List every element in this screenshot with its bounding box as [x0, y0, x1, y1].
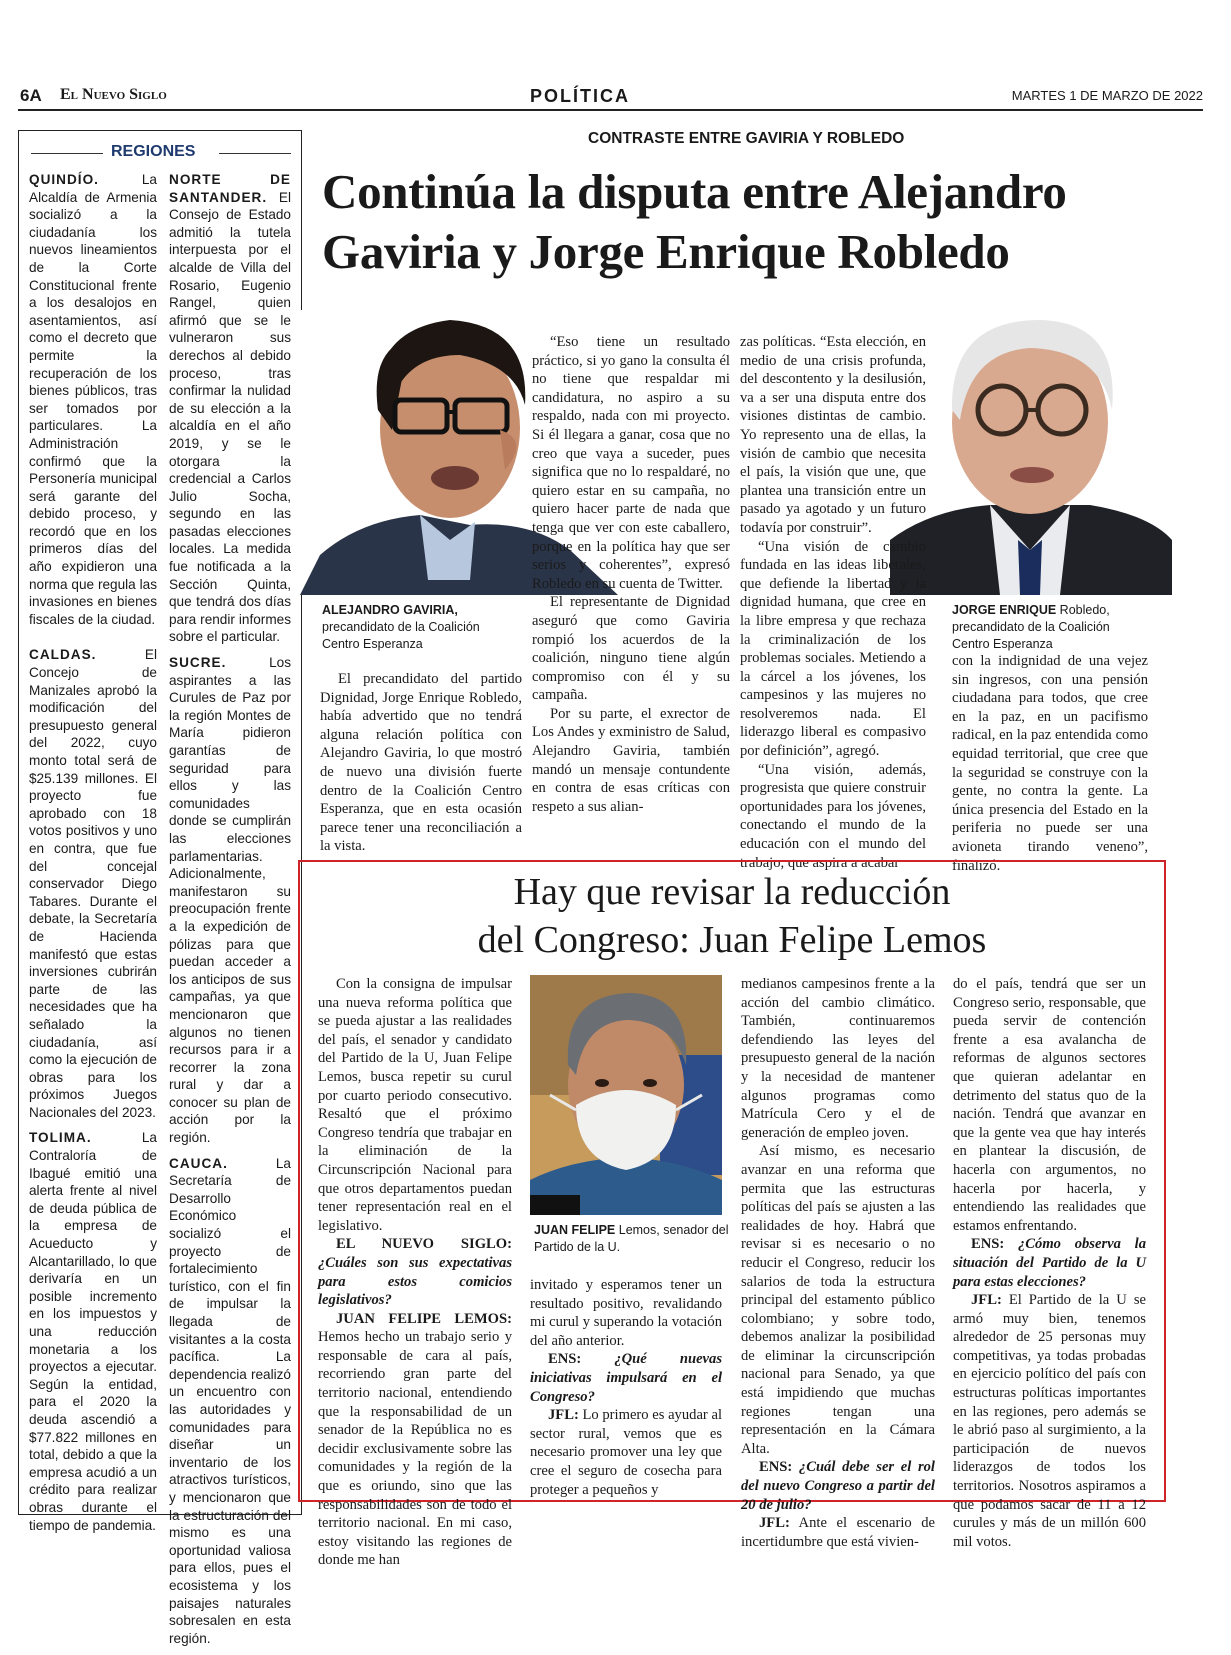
- interview-answer-2: JFL: Lo primero es ayudar al sector rural, vemos que es necesario promover una ley que cree el seguro de cosecha para proteger a pequeños y: [530, 1407, 722, 1498]
- interview-column-1: Con la consigna de impulsar una nueva reforma política que se pueda ajustar a las realidades del país, el senador y candidato del Partido de la U, Juan Felipe Lemos, busca repetir su curul por cuarto periodo consecutivo. Resaltó que el próximo Congreso tendría que trabajar en la eliminación de la Circunscripción Nacional para que otros departamentos puedan tener representación real en el legislativo. EL NUEVO SIGLO: ¿Cuáles son sus expectativas para estos comicios legislativos? JUAN FELIPE LEMOS: Hemos hecho un trabajo serio y responsable de cara al país, recorriendo gran parte del territorio nacional, entendiendo que la responsabilidad de un senador de la República no es decidir exclusivamente sobre las comunidades y la región de la que es oriundo, sino que las responsabilidades son de todo el territorio nacional. En mi caso, estoy visitando las regiones de donde me han: [318, 976, 512, 1569]
- sidebar-column-2: [169, 171, 291, 1655]
- region-item-cauca: CAUCA. La Secretaría de Desarrollo Económico socializó el proyecto de fortalecimiento turístico, con el fin de impulsar la llegada de visitantes a la costa pacífica. La dependencia realizó un encuentro con las autoridades y comunidades para diseñar un inventario de los atractivos turísticos, y mencionaron que la estructuración del mismo es una oportunidad valiosa para ellos, pues el ecosistema y los paisajes naturales sobresalen en esta región.: [169, 1155, 291, 1646]
- interview-question-2: ENS: ¿Qué nuevas iniciativas impulsará en el Congreso?: [530, 1351, 722, 1405]
- page-number: 6A: [20, 86, 42, 105]
- sidebar-title-rule-right: [219, 153, 291, 154]
- interview-column-4: do el país, tendrá que ser un Congreso serio, responsable, que pueda servir de contención frente a esa avalancha de reformas de algunos sectores que quieran adelantar en detrimento del status quo de la nación. Tendrá que avanzar en que la gente vea que hay interés en plantear la discusión, de hacerla con argumentos, no hacerla por hacerla, y entendiendo las realidades que estamos enfrentando. ENS: ¿Cómo observa la situación del Partido de la U para estas elecciones? JFL: El Partido de la U se armó muy bien, tenemos alrededor de 25 personas muy competitivas, ya todas probadas en ejercicio político del país con estructuras políticas importantes en las regiones, pero además se le abrió paso al surgimiento, a la participación de nuevos liderazgos de todos los territorios. Nosotros aspiramos a que podamos sacar de 11 a 12 curules y más de un millón 600 mil votos.: [953, 976, 1146, 1550]
- interview-answer-3: JFL: Ante el escenario de incertidumbre que está vivien-: [741, 1515, 935, 1550]
- sidebar-title-rule-left: [31, 153, 103, 154]
- interview-headline: Hay que revisar la reducción del Congreso: Juan Felipe Lemos: [477, 871, 987, 961]
- article-column-2: “Eso tiene un resultado práctico, si yo gano la consulta él no tiene que respaldar mi candidatura, no aspiro a su respaldo, nada con mi proyecto. Si él llegara a ganar, cosa que no creo que vaya a suceder, pues significa que no lo respaldaré, no quiero estar en su campaña, no quiero hacer parte de nada que tenga que ver con este caballero, porque en la política hay que ser serios y coherentes”, expresó Robledo en su cuenta de Twitter. El representante de Dignidad aseguró que como Gaviria rompió los acuerdos de la coalición, ninguno tiene algún compromiso con él y su campaña. Por su parte, el exrector de Los Andes y exministro de Salud, Alejandro Gaviria, también mandó un mensaje contundente en contra de esas críticas con respeto a sus alian-: [532, 334, 730, 815]
- issue-date: MARTES 1 DE MARZO DE 2022: [1011, 88, 1203, 103]
- interview-question-3: ENS: ¿Cuál debe ser el rol del nuevo Congreso a partir del 20 de julio?: [741, 1459, 935, 1513]
- article-headline: Continúa la disputa entre Alejandro Gaviria y Jorge Enrique Robledo: [322, 164, 1067, 279]
- lemos-photo: [530, 975, 722, 1215]
- region-item-quindio: QUINDÍO. La Alcaldía de Armenia socializó a la ciudadanía los nuevos lineamientos de la Corte Constitucional frente a los desalojos en asentamientos, así como el decreto que permite la recuperación de los bienes públicos, tras ser tomados por particulares. La Administración confirmó que la Personería municipal será garante del debido proceso, y recordó que en los primeros días del año expidieron una norma que regula las invasiones en bienes fiscales de la ciudad.: [29, 172, 157, 627]
- article-column-1: El precandidato del partido Dignidad, Jorge Enrique Robledo, había advertido que no tendrá alguna relación política con Alejandro Gaviria, lo que mostró de nuevo una división fuerte dentro de la Coalición Centro Esperanza, que en esta ocasión parece tener una reconciliación a la vista.: [320, 671, 522, 855]
- lemos-caption: JUAN FELIPE Lemos, senador del Partido de la U.: [534, 1223, 729, 1254]
- sidebar-title: REGIONES: [111, 143, 196, 160]
- header-rule: [18, 109, 1203, 111]
- robledo-photo: [890, 310, 1172, 595]
- interview-column-3: medianos campesinos frente a la acción del cambio climático. También, continuaremos defendiendo las leyes del presupuesto general de la nación y la necesidad de mantener algunos programas como Matrícula Cero y el de generación de empleo joven. Así mismo, es necesario avanzar en una reforma que permita que las estructuras políticas del país se ajusten a las realidades de hoy. Habrá que revisar si es necesario o no reducir el Congreso, reducir los salarios de toda la estructura principal del estamento público colombiano; y sobre todo, debemos analizar la posibilidad de eliminar la circunscripción nacional para Senado, ya que está impidiendo que muchas regiones tengan una representación en la Cámara Alta. ENS: ¿Cuál debe ser el rol del nuevo Congreso a partir del 20 de julio? JFL: Ante el escenario de incertidumbre que está vivien-: [741, 976, 935, 1550]
- region-item-tolima: TOLIMA. La Contraloría de Ibagué emitió una alerta frente al nivel de deuda pública de la empresa de Acueducto y Alcantarillado, lo que derivaría en un posible incremento en los impuestos y una reducción monetaria a los proyectos a ejecutar. Según la entidad, para el 2020 la deuda ascendió a $77.822 millones en total, debido a que la empresa acudió a un crédito para realizar obras durante el tiempo de pandemia.: [29, 1130, 157, 1533]
- sidebar-column-1: [29, 171, 157, 1542]
- region-item-caldas: CALDAS. El Concejo de Manizales aprobó la modificación del presupuesto general del 2022, cuyo monto total será de $25.139 millones. El proyecto fue aprobado con 18 votos positivos y uno en contra, que fue del concejal conservador Diego Tabares. Durante el debate, la Secretaría de Hacienda manifestó que estas inversiones cubrirán parte de las necesidades que ha señalado la ciudadanía, así como la ejecución de obras para los próximos Juegos Nacionales del 2023.: [29, 647, 157, 1120]
- article-column-4: con la indignidad de una vejez sin ingresos, con una pensión ciudadana para todos, que cree en la paz, en un pacifismo radical, en la paz entendida como equidad territorial, que cree que la seguridad se construye con la gente, no contra la gente. La única presencia del Estado en la periferia no puede ser una avioneta tirando veneno”, finalizó.: [952, 653, 1148, 874]
- newspaper-name: El Nuevo Siglo: [60, 86, 167, 103]
- section-title: POLÍTICA: [530, 86, 630, 106]
- gaviria-caption: ALEJANDRO GAVIRIA, precandidato de la Coalición Centro Esperanza: [322, 603, 480, 651]
- regiones-sidebar: [18, 130, 302, 1646]
- robledo-caption: JORGE ENRIQUE Robledo, precandidato de la Coalición Centro Esperanza: [952, 603, 1110, 651]
- interview-answer-1: JUAN FELIPE LEMOS: Hemos hecho un trabajo serio y responsable de cara al país, recorriendo gran parte del territorio nacional, entendiendo que la responsabilidad de un senador de la República no es decidir exclusivamente sobre las comunidades y la región de la que es oriundo, sino que las responsabilidades son de todo el territorio nacional. En mi caso, estoy visitando las regiones de donde me han: [318, 1310, 512, 1569]
- region-item-norte-de-santander: NORTE DE SANTANDER. El Consejo de Estado admitió la tutela interpuesta por el alcalde de Villa del Rosario, Eugenio Rangel, quien afirmó que se le vulneraron sus derechos al debido proceso, tras confirmar la nulidad de su elección a la alcaldía en el año 2019, y se le otorgara la credencial a Carlos Julio Socha, segundo en las pasadas elecciones locales. La medida fue notificada a la Sección Quinta, que tendrá dos días para rendir informes sobre el particular.: [169, 172, 291, 645]
- region-item-sucre: SUCRE. Los aspirantes a las Curules de Paz por la región Montes de María pidieron garantías de seguridad para ellos y las comunidades donde se cumplirán las elecciones parlamentarias. Adicionalmente, manifestaron su preocupación frente a la expedición de pólizas para que puedan acceder a los anticipos de sus campañas, ya que mencionaron que algunos no tienen recursos para ir a recorrer la zona rural y dar a conocer su plan de acción por la región.: [169, 655, 291, 1146]
- interview-question-4: ENS: ¿Cómo observa la situación del Partido de la U para estas elecciones?: [953, 1236, 1146, 1290]
- article-column-3: zas políticas. “Esta elección, en medio de una crisis profunda, del descontento y la desilusión, va a ser una disputa entre dos visiones distintas de cambio. Yo represento una de ellas, la visión de cambio que necesita el país, la visión que une, que plantea una transición entre un pasado ya agotado y un futuro todavía por construir”. “Una visión de cambio fundada en las ideas liberales, que defiende la libertad y la dignidad humana, que cree en la libre empresa y que rechaza la criminalización de los problemas sociales. Metiendo a la cárcel a los jóvenes, los campesinos y las mujeres no resolveremos nada. El liderazgo liberal es compasivo por definición”, agregó. “Una visión, además, progresista que quiere construir oportunidades para los jóvenes, conectando el mundo de la educación con el mundo del trabajo, que aspira a acabar: [740, 334, 926, 871]
- interview-column-2: invitado y esperamos tener un resultado positivo, revalidando mi curul y superando la votación del año anterior. ENS: ¿Qué nuevas iniciativas impulsará en el Congreso? JFL: Lo primero es ayudar al sector rural, vemos que es necesario promover una ley que cree el seguro de cosecha para proteger a pequeños y: [530, 1277, 722, 1498]
- interview-question-1: EL NUEVO SIGLO: ¿Cuáles son sus expectativas para estos comicios legislativos?: [318, 1236, 512, 1309]
- article-kicker: CONTRASTE ENTRE GAVIRIA Y ROBLEDO: [588, 130, 905, 147]
- interview-answer-4: JFL: El Partido de la U se armó muy bien, tenemos alrededor de 25 personas muy competitivas, ya todas probadas en ejercicio político del país con estructuras políticas importantes en las regiones, pero además se le abrió paso al surgimiento, a la participación de nuevos liderazgos de todos los territorios. Nosotros aspiramos a que podamos sacar de 11 a 12 curules y más de un millón 600 mil votos.: [953, 1292, 1146, 1550]
